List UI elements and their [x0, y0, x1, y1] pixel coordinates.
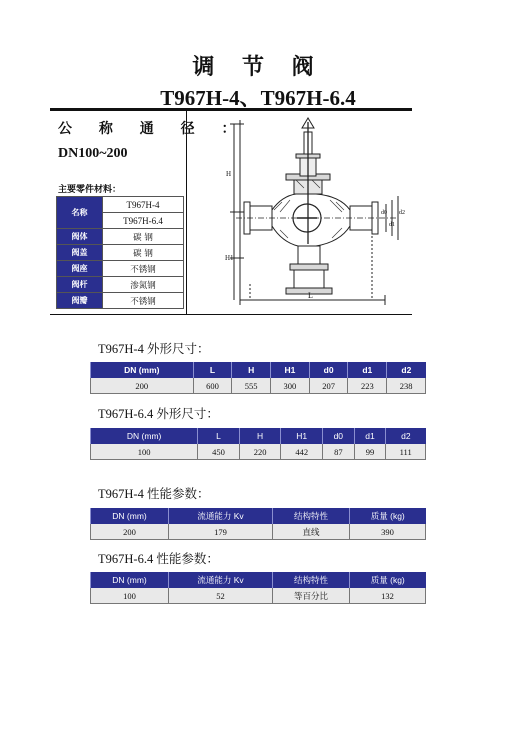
parts-key: 阀瓣: [57, 293, 103, 309]
table-cell: 220: [239, 444, 281, 460]
col-header: H: [232, 362, 271, 378]
col-header: DN (mm): [91, 362, 194, 378]
valve-outline: [230, 118, 398, 305]
table-cell: 200: [91, 378, 194, 394]
label-h1: H1: [225, 254, 234, 262]
table-cell: 179: [169, 524, 273, 540]
table-cell: 600: [193, 378, 232, 394]
parts-table: [56, 196, 184, 309]
parts-key: 阀座: [57, 261, 103, 277]
table-header-row: [91, 508, 426, 524]
vertical-divider: [186, 110, 187, 314]
table-cell: 223: [348, 378, 387, 394]
table-row: [91, 588, 426, 604]
parts-row: [57, 229, 184, 245]
col-header: d1: [348, 362, 387, 378]
col-header: 结构特性: [273, 508, 350, 524]
label-l: L: [308, 291, 313, 300]
table-cell: 132: [350, 588, 426, 604]
parts-value: 渗氮钢: [103, 277, 184, 293]
dims-64-table: [90, 428, 426, 460]
col-header: H1: [281, 428, 323, 444]
model-title: T967H-4、T967H-6.4: [160, 86, 356, 110]
dn-range: DN100~200: [58, 146, 128, 161]
parts-value: T967H-4: [103, 197, 184, 213]
perf-64-table: [90, 572, 426, 604]
parts-value: T967H-6.4: [103, 213, 184, 229]
table-cell: 87: [322, 444, 354, 460]
col-header: 结构特性: [273, 572, 350, 588]
col-header: L: [193, 362, 232, 378]
valve-drawing: [200, 114, 412, 310]
parts-key: 阀盖: [57, 245, 103, 261]
col-header: 流通能力 Kv: [169, 572, 273, 588]
table-header-row: [91, 572, 426, 588]
dims-4-title: T967H-4 外形尺寸：: [98, 342, 210, 356]
label-d2: d2: [399, 210, 405, 216]
col-header: DN (mm): [91, 508, 169, 524]
parts-key: 阀杆: [57, 277, 103, 293]
table-cell: 99: [354, 444, 386, 460]
col-header: DN (mm): [91, 572, 169, 588]
table-cell: 450: [198, 444, 240, 460]
table-cell: 100: [91, 588, 169, 604]
perf-64-title: T967H-6.4 性能参数：: [98, 552, 219, 566]
parts-title: 主要零件材料：: [58, 185, 122, 195]
table-cell: 238: [387, 378, 426, 394]
page-title: 调 节 阀: [192, 54, 324, 80]
table-cell: 200: [91, 524, 169, 540]
col-header: d2: [387, 362, 426, 378]
label-d0: d0: [381, 210, 387, 216]
col-header: H: [239, 428, 281, 444]
table-row: [91, 524, 426, 540]
parts-row: [57, 293, 184, 309]
table-cell: 300: [271, 378, 310, 394]
parts-value: 碳 钢: [103, 245, 184, 261]
dims-4-table: [90, 362, 426, 394]
table-cell: 555: [232, 378, 271, 394]
table-cell: 52: [169, 588, 273, 604]
parts-key: 阀体: [57, 229, 103, 245]
col-header: d2: [386, 428, 426, 444]
perf-4-table: [90, 508, 426, 540]
parts-value: 不锈钢: [103, 293, 184, 309]
col-header: 质量 (kg): [350, 508, 426, 524]
label-d1: d1: [389, 222, 395, 228]
table-header-row: [91, 428, 426, 444]
bottom-rule: [50, 314, 412, 315]
parts-key: 名称: [57, 197, 103, 229]
parts-row: [57, 245, 184, 261]
col-header: d0: [309, 362, 348, 378]
table-cell: 207: [309, 378, 348, 394]
parts-row: [57, 277, 184, 293]
parts-value: 碳 钢: [103, 229, 184, 245]
table-cell: 等百分比: [273, 588, 350, 604]
dims-64-title: T967H-6.4 外形尺寸：: [98, 407, 219, 421]
table-cell: 390: [350, 524, 426, 540]
col-header: d0: [322, 428, 354, 444]
table-row: [91, 444, 426, 460]
table-cell: 442: [281, 444, 323, 460]
parts-row: [57, 261, 184, 277]
col-header: DN (mm): [91, 428, 198, 444]
col-header: 质量 (kg): [350, 572, 426, 588]
top-rule: [50, 108, 412, 111]
perf-4-title: T967H-4 性能参数：: [98, 487, 210, 501]
col-header: 流通能力 Kv: [169, 508, 273, 524]
col-header: H1: [271, 362, 310, 378]
table-cell: 111: [386, 444, 426, 460]
parts-row: [57, 197, 184, 213]
table-cell: 直线: [273, 524, 350, 540]
parts-value: 不锈钢: [103, 261, 184, 277]
col-header: L: [198, 428, 240, 444]
label-h: H: [226, 170, 232, 178]
table-header-row: [91, 362, 426, 378]
table-row: [91, 378, 426, 394]
nominal-diameter-label: 公 称 通 径 ：: [58, 121, 247, 137]
col-header: d1: [354, 428, 386, 444]
table-cell: 100: [91, 444, 198, 460]
